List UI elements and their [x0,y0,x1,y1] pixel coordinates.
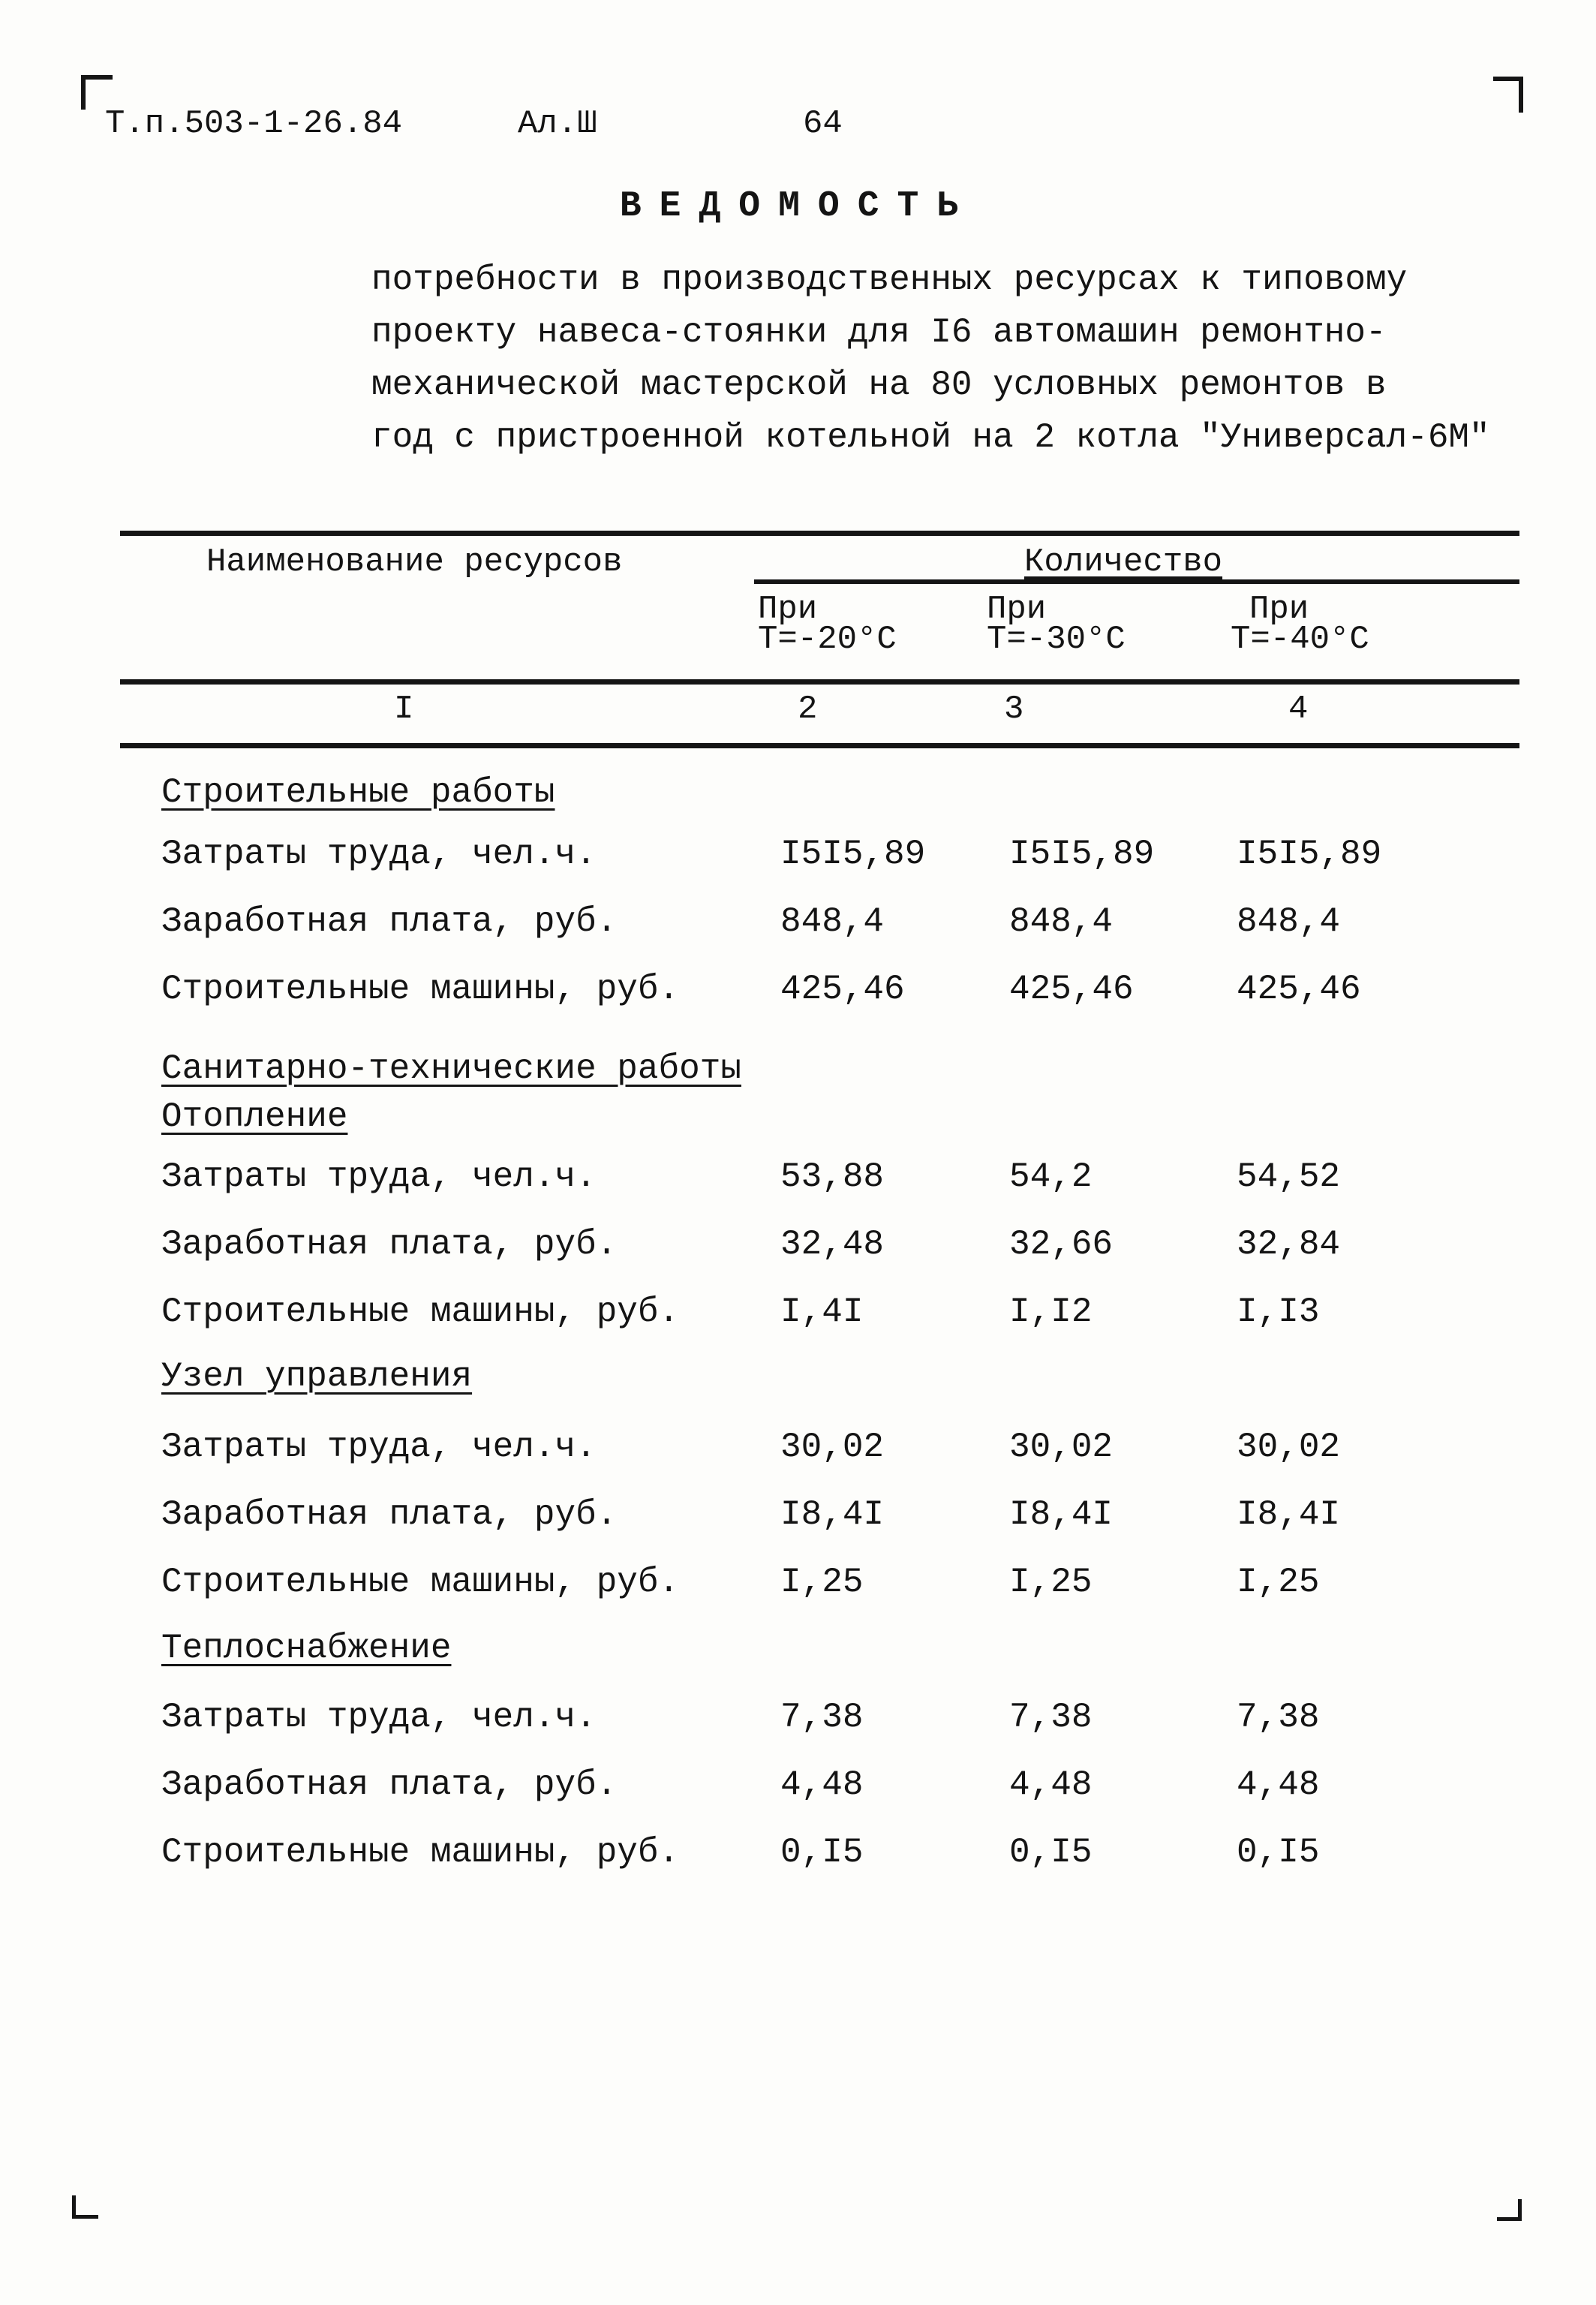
resource-name-header: Наименование ресурсов [206,543,623,581]
resource-name: Заработная плата, руб. [161,902,618,941]
value-t40: 425,46 [1237,970,1361,1009]
table-row [0,1563,1596,1608]
value-t40: I,I3 [1237,1292,1320,1332]
section-heading [0,1629,1596,1674]
value-t20: 4,48 [780,1765,864,1804]
section-heading [0,1049,1596,1094]
section-title: Строительные работы [161,773,555,812]
table-row [0,835,1596,880]
temp-header-label: При [758,591,818,628]
value-t40: 0,I5 [1237,1833,1320,1872]
table-row [0,1428,1596,1473]
section-subheading [0,1097,1596,1142]
section-subtitle: Отопление [161,1097,348,1136]
value-t40: 32,84 [1237,1225,1341,1264]
document-description [371,254,1490,464]
value-t20: 53,88 [780,1157,885,1196]
value-t30: 54,2 [1009,1157,1093,1196]
resource-name: Затраты труда, чел.ч. [161,1428,597,1467]
corner-mark-top-right [1493,77,1523,113]
table-row [0,970,1596,1015]
temp-header-value: Т=-30°С [987,621,1126,658]
value-t20: 7,38 [780,1698,864,1737]
value-t30: I,25 [1009,1563,1093,1602]
column-number-2: 2 [798,691,818,728]
value-t40: I,25 [1237,1563,1320,1602]
column-number-3: 3 [1004,691,1024,728]
value-t30: 4,48 [1009,1765,1093,1804]
resource-name: Затраты труда, чел.ч. [161,1698,597,1737]
resource-name: Затраты труда, чел.ч. [161,835,597,874]
table-row [0,1157,1596,1202]
temp-header-value: Т=-20°С [758,621,897,658]
temp-header-label: При [1249,591,1309,628]
resource-name: Заработная плата, руб. [161,1225,618,1264]
value-t20: I,25 [780,1563,864,1602]
value-t20: 32,48 [780,1225,885,1264]
section-title: Узел управления [161,1357,473,1396]
temp-header-value: Т=-40°С [1231,621,1369,658]
value-t30: 0,I5 [1009,1833,1093,1872]
value-t30: I5I5,89 [1009,835,1155,874]
table-row [0,1292,1596,1338]
table-top-rule [120,531,1519,536]
section-title: Теплоснабжение [161,1629,452,1668]
description-line: год с пристроенной котельной на 2 котла "Универсал-6М" [371,418,1490,457]
resource-name: Затраты труда, чел.ч. [161,1157,597,1196]
value-t30: 30,02 [1009,1428,1114,1467]
temp-header-minus-30 [987,591,1126,658]
section-heading [0,773,1596,818]
value-t30: 848,4 [1009,902,1114,941]
table-row [0,1833,1596,1878]
table-row [0,1765,1596,1810]
value-t40: 30,02 [1237,1428,1341,1467]
value-t20: 425,46 [780,970,905,1009]
page-number: 64 [803,105,843,143]
value-t30: I8,4I [1009,1495,1114,1534]
value-t20: I8,4I [780,1495,885,1534]
temp-header-label: При [987,591,1047,628]
corner-mark-bottom-right [1497,2199,1522,2221]
temp-header-minus-40 [1231,591,1369,658]
quantity-header: Количество [1024,543,1223,581]
value-t40: I8,4I [1237,1495,1341,1534]
value-t30: I,I2 [1009,1292,1093,1332]
album-number: Ал.Ш [518,105,597,143]
header-bottom-rule [120,679,1519,685]
value-t20: 0,I5 [780,1833,864,1872]
column-number-4: 4 [1288,691,1309,728]
value-t30: 32,66 [1009,1225,1114,1264]
document-title: ВЕДОМОСТЬ [619,186,977,227]
value-t20: 848,4 [780,902,885,941]
value-t40: 848,4 [1237,902,1341,941]
section-heading [0,1357,1596,1402]
value-t40: 54,52 [1237,1157,1341,1196]
resource-name: Строительные машины, руб. [161,1563,680,1602]
column-number-1: I [394,691,414,728]
table-row [0,1698,1596,1743]
description-line: проекту навеса-стоянки для I6 автомашин ремонтно- [371,313,1387,352]
description-line: механической мастерской на 80 условных ремонтов в [371,366,1387,405]
description-line: потребности в производственных ресурсах к типовому [371,260,1408,299]
value-t40: 4,48 [1237,1765,1320,1804]
temp-header-minus-20 [758,591,897,658]
table-row [0,1225,1596,1270]
resource-name: Строительные машины, руб. [161,970,680,1009]
resource-name: Строительные машины, руб. [161,1292,680,1332]
corner-mark-bottom-left [72,2195,98,2219]
section-title: Санитарно-технические работы [161,1049,741,1088]
value-t20: I5I5,89 [780,835,926,874]
value-t40: 7,38 [1237,1698,1320,1737]
resource-name: Строительные машины, руб. [161,1833,680,1872]
column-number-rule [120,743,1519,748]
resource-name: Заработная плата, руб. [161,1765,618,1804]
value-t20: I,4I [780,1292,864,1332]
value-t40: I5I5,89 [1237,835,1382,874]
value-t20: 30,02 [780,1428,885,1467]
value-t30: 7,38 [1009,1698,1093,1737]
resource-name: Заработная плата, руб. [161,1495,618,1534]
table-row [0,902,1596,947]
table-row [0,1495,1596,1540]
value-t30: 425,46 [1009,970,1134,1009]
document-reference: Т.п.503-1-26.84 [105,105,403,143]
